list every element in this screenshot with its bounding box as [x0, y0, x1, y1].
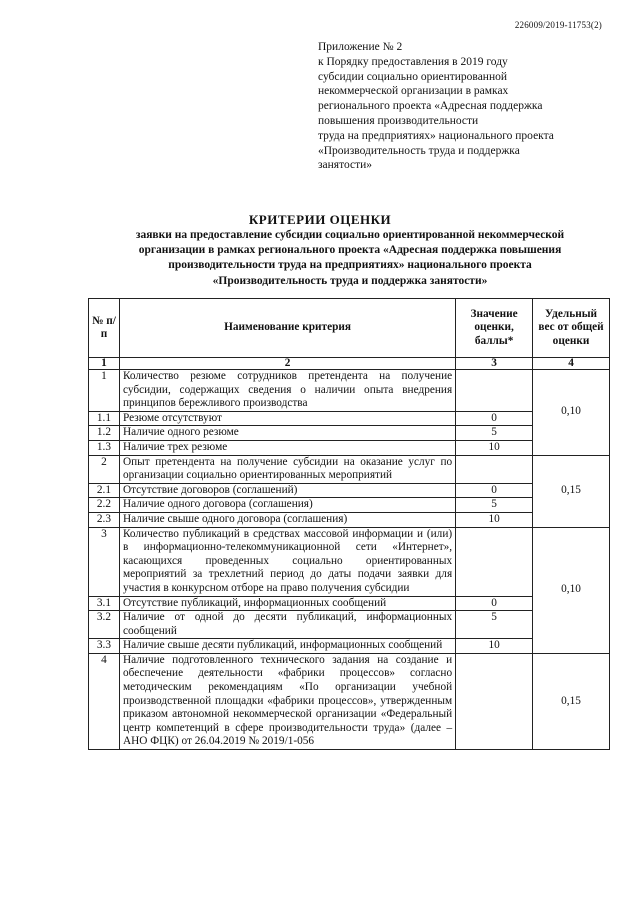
appendix-line: некоммерческой организации в рамках [318, 85, 509, 98]
table-row [89, 527, 610, 596]
document-title: КРИТЕРИИ ОЦЕНКИ [248, 212, 392, 227]
subcriterion-score: 0 [456, 596, 533, 611]
criterion-number: 1 [89, 370, 120, 412]
index-cell: 3 [456, 358, 533, 370]
criterion-score [456, 370, 533, 412]
table-index-row [89, 358, 610, 370]
subtitle-line: «Производительность труда и поддержка занятости» [212, 274, 488, 287]
criterion-number: 3 [89, 527, 120, 596]
subcriterion-name: Отсутствие договоров (соглашений) [119, 483, 455, 498]
table-row [89, 426, 610, 441]
subcriterion-number: 2.3 [89, 512, 120, 527]
subcriterion-name: Наличие одного резюме [119, 426, 455, 441]
table-row [89, 455, 610, 483]
criteria-table [88, 298, 610, 750]
subtitle-line: организации в рамках регионального проекта «Адресная поддержка повышения [138, 244, 562, 257]
criterion-name: Наличие подготовленного технического задания на создание и обеспечение деятельности «фабрики процессов» согласно методическим рекомендациям «По организации учебной производственной площадки «фабрики процессов», утвержденным приказом автономной некоммерческой организации «Федеральный центр компетенций в сфере производительности труда» (далее – АНО ФЦК) от 26.04.2019 № 2019/1-056 [119, 653, 455, 749]
table-row [89, 512, 610, 527]
index-cell: 2 [119, 358, 455, 370]
subcriterion-name: Резюме отсутствуют [119, 411, 455, 426]
subcriterion-name: Наличие от одной до десяти публикаций, информационных сообщений [119, 611, 455, 639]
table-header-row [89, 299, 610, 358]
subcriterion-score: 5 [456, 426, 533, 441]
appendix-block [318, 40, 608, 173]
criterion-weight: 0,15 [533, 653, 610, 749]
subcriterion-number: 3.1 [89, 596, 120, 611]
table-row [89, 639, 610, 654]
subcriterion-score: 5 [456, 498, 533, 513]
criterion-score [456, 527, 533, 596]
subcriterion-number: 3.3 [89, 639, 120, 654]
appendix-line: «Производительность труда и поддержка [318, 144, 520, 157]
appendix-line: Приложение № 2 [318, 41, 403, 53]
subtitle-line: заявки на предоставление субсидии социально ориентированной некоммерческой [135, 229, 565, 241]
appendix-line: труда на предприятиях» национального проекта [318, 129, 554, 142]
subcriterion-number: 2.2 [89, 498, 120, 513]
table-row [89, 596, 610, 611]
criterion-weight: 0,10 [533, 527, 610, 653]
header-score: Значение оценки, баллы* [456, 299, 533, 358]
index-cell: 1 [89, 358, 120, 370]
subcriterion-number: 1.1 [89, 411, 120, 426]
subtitle-line: производительности труда на предприятиях» национального проекта [168, 259, 532, 272]
subcriterion-name: Отсутствие публикаций, информационных сообщений [119, 596, 455, 611]
table-row [89, 653, 610, 749]
criterion-name: Количество резюме сотрудников претендента на получение субсидии, содержащих сведения о наличии опыта внедрения принципов бережливого производства [119, 370, 455, 412]
subcriterion-number: 1.3 [89, 440, 120, 455]
appendix-line: к Порядку предоставления в 2019 году [318, 55, 508, 68]
criterion-number: 2 [89, 455, 120, 483]
table-row [89, 498, 610, 513]
criterion-name: Количество публикаций в средствах массовой информации и (или) в информационно-телекоммуникационной сети «Интернет», касающихся проведенных социально ориентированных мероприятий за трехлетний период до даты подачи заявки для участия в конкурсном отборе на право получения субсидии [119, 527, 455, 596]
subcriterion-name: Наличие свыше десяти публикаций, информационных сообщений [119, 639, 455, 654]
criterion-number: 4 [89, 653, 120, 749]
header-num: № п/п [89, 299, 120, 358]
criterion-name: Опыт претендента на получение субсидии на оказание услуг по организации социально ориентированных мероприятий [119, 455, 455, 483]
criterion-weight: 0,15 [533, 455, 610, 527]
appendix-line: регионального проекта «Адресная поддержка [318, 100, 543, 113]
subcriterion-score: 10 [456, 639, 533, 654]
table-row [89, 411, 610, 426]
criterion-score [456, 653, 533, 749]
document-subtitle [90, 228, 610, 289]
subcriterion-number: 3.2 [89, 611, 120, 639]
subcriterion-name: Наличие одного договора (соглашения) [119, 498, 455, 513]
index-cell: 4 [533, 358, 610, 370]
criterion-weight: 0,10 [533, 370, 610, 456]
subcriterion-name: Наличие свыше одного договора (соглашения) [119, 512, 455, 527]
table-row [89, 440, 610, 455]
appendix-line: субсидии социально ориентированной [318, 70, 508, 83]
subcriterion-number: 2.1 [89, 483, 120, 498]
subcriterion-number: 1.2 [89, 426, 120, 441]
subcriterion-score: 0 [456, 411, 533, 426]
header-name: Наименование критерия [119, 299, 455, 358]
appendix-line: повышения производительности [318, 114, 479, 127]
subcriterion-score: 0 [456, 483, 533, 498]
criterion-score [456, 455, 533, 483]
table-row [89, 370, 610, 412]
document-number: 226009/2019-11753(2) [514, 20, 602, 30]
header-weight: Удельный вес от общей оценки [533, 299, 610, 358]
subcriterion-score: 5 [456, 611, 533, 639]
subcriterion-score: 10 [456, 440, 533, 455]
table-row [89, 611, 610, 639]
table-row [89, 483, 610, 498]
appendix-line: занятости» [318, 159, 373, 172]
subcriterion-name: Наличие трех резюме [119, 440, 455, 455]
subcriterion-score: 10 [456, 512, 533, 527]
